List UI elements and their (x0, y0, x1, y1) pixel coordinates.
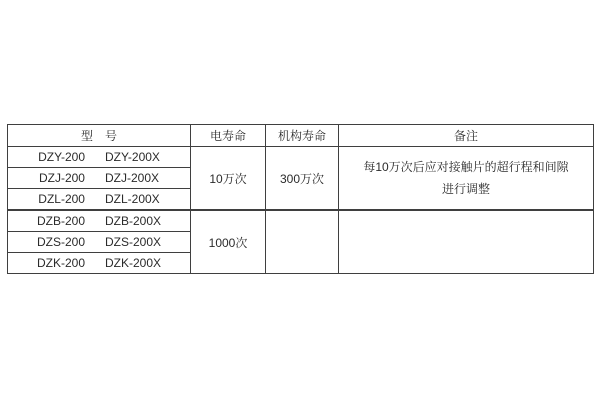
model-value: DZL-200X (104, 192, 160, 206)
remarks-line-2: 进行调整 (441, 182, 490, 196)
model-cell-dzb (8, 210, 191, 232)
model-value: DZJ-200X (104, 171, 160, 185)
model-value: DZY-200 (38, 150, 85, 164)
header-mechanism-life: 机构寿命 (266, 125, 339, 147)
model-value: DZB-200 (36, 214, 85, 228)
model-cell-dzy (8, 147, 191, 168)
remarks-group1-cell (339, 147, 594, 211)
remarks-group2-cell (339, 210, 594, 274)
model-value: DZK-200X (105, 256, 162, 270)
model-cell-dzk (8, 253, 191, 274)
header-model: 型 号 (8, 125, 191, 147)
header-electrical-life: 电寿命 (191, 125, 266, 147)
header-row (8, 125, 594, 147)
model-value: DZY-200X (105, 150, 160, 164)
electrical-life-group2-cell: 1000次 (191, 210, 266, 274)
model-cell-dzj (8, 168, 191, 189)
model-value: DZB-200X (105, 214, 162, 228)
mechanism-life-group2-cell (266, 210, 339, 274)
header-remarks: 备注 (339, 125, 594, 147)
remarks-line-1: 每10万次后应对接触片的超行程和间隙 (363, 160, 569, 174)
electrical-life-group1-cell: 10万次 (191, 147, 266, 211)
table-row (8, 210, 594, 232)
model-value: DZL-200 (38, 192, 85, 206)
model-value: DZK-200 (36, 256, 85, 270)
model-value: DZS-200 (36, 235, 85, 249)
model-value: DZS-200X (105, 235, 162, 249)
model-value: DZJ-200 (38, 171, 85, 185)
table-row (8, 147, 594, 168)
relay-spec-table (7, 124, 594, 274)
mechanism-life-group1-cell: 300万次 (266, 147, 339, 211)
model-cell-dzs (8, 232, 191, 253)
model-cell-dzl (8, 189, 191, 211)
